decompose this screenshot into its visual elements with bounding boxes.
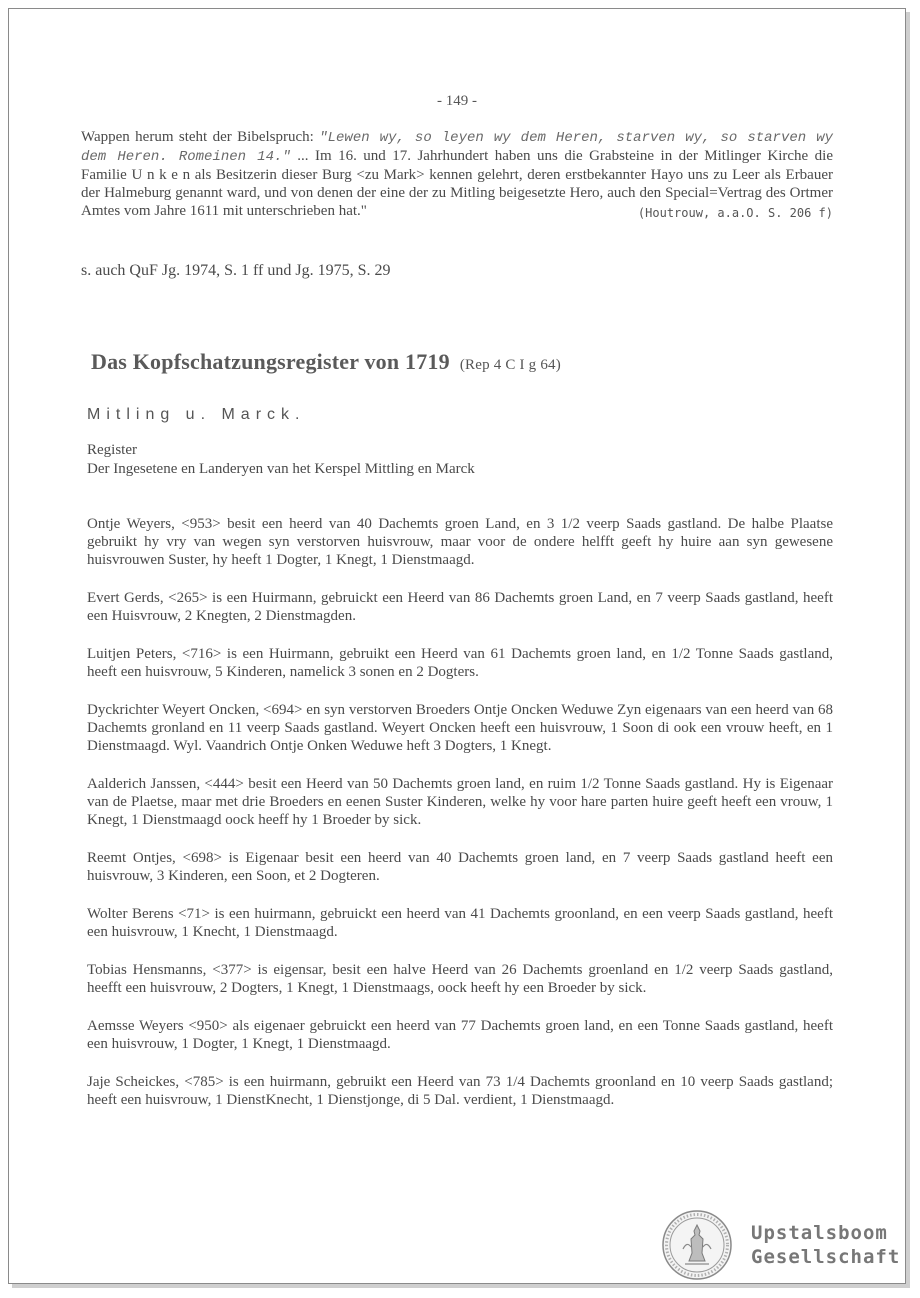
quote-body: ... Im 16. und 17. Jahrhundert haben uns die Grabsteine in der Mitlinger Kirche die Familie U n k e n als Besitzerin dieser Burg <zu Mark> kennen gelehrt, deren erstbekannter Hayo uns zu Leer als Erbauer der Halmeburg genannt ward, und von denen der eine der zu Mitling beigesetzte Hero, auch den Special=Vertrag des Ortmer Amtes vom Jahre 1611 mit unterschrieben hat." xyxy=(81,148,833,219)
page-number: - 149 - xyxy=(437,93,477,109)
bible-verse: "Lewen wy, so leyen wy dem Heren, starven wy, so starven wy dem Heren. Romeinen 14." xyxy=(81,130,833,165)
register-entry: Wolter Berens <71> is een huirmann, gebruickt een heerd van 41 Dachemts groonland, en een veerp Saads gastland, heeft een huisvrouw, 1 Knecht, 1 Dienstmaagd. xyxy=(87,906,833,940)
society-seal-icon xyxy=(661,1209,733,1281)
register-entries xyxy=(87,515,833,1129)
register-entry: Luitjen Peters, <716> is een Huirmann, gebruikt een Heerd van 61 Dachemts groen land, en 1/2 Tonne Saads gastland, heeft een huisvrouw, 5 Kinderen, namelick 3 sonen en 2 Dogters. xyxy=(87,646,833,680)
register-entry: Evert Gerds, <265> is een Huirmann, gebruickt een Heerd van 86 Dachemts groen Land, en 7 veerp Saads gastland, heeft een Huisvrouw, 2 Knegten, 2 Dienstmagden. xyxy=(87,590,833,624)
register-entry: Aalderich Janssen, <444> besit een Heerd van 50 Dachemts groen land, en ruim 1/2 Tonne Saads gastland. Hy is Eigenaar van de Plaetse, maar met drie Broeders en eenen Suster Kinderen, welke hy voor hare parten huire geeft heeft een vrouw, 1 Knegt, 1 Dienstmaagd oock heeff hy 1 Broeder by sick. xyxy=(87,776,833,828)
document-page xyxy=(8,8,906,1284)
place-heading: Mitling u. Marck. xyxy=(87,406,306,423)
brand-line2: Gesellschaft xyxy=(751,1246,901,1268)
register-label: Register xyxy=(87,442,137,458)
quote-intro: Wappen herum steht der Bibelspruch: xyxy=(81,129,320,145)
register-heading xyxy=(87,441,475,479)
register-entry: Tobias Hensmanns, <377> is eigensar, besit een halve Heerd van 26 Dachemts groenland en 1/2 veerp Saads gastland, heefft een huisvrouw, 2 Dogters, 1 Knegt, 1 Dienstmaags, oock heeft hy een Broeder by sick. xyxy=(87,962,833,996)
brand-line1: Upstalsboom xyxy=(751,1222,888,1244)
register-entry: Aemsse Weyers <950> als eigenaer gebruickt een heerd van 77 Dachemts groen land, en een Tonne Saads gastland, heeft een huisvrouw, 1 Dogter, 1 Knegt, 1 Dienstmaagd. xyxy=(87,1018,833,1052)
quote-paragraph xyxy=(81,128,833,222)
register-entry: Ontje Weyers, <953> besit een heerd van 40 Dachemts groen Land, en 3 1/2 veerp Saads gastland. De halbe Plaatse gebruikt hy vry van wegen syn verstorven huisvrouw, maar voor de ondere helfft geeft hy huire aan syn gewesene huisvrouwen Suster, hy heeft 1 Dogter, 1 Knegt, 1 Dienstmaagd. xyxy=(87,516,833,568)
register-subtitle: Der Ingesetene en Landeryen van het Kerspel Mittling en Marck xyxy=(87,461,475,477)
register-entry: Dyckrichter Weyert Oncken, <694> en syn verstorven Broeders Ontje Oncken Weduwe Zyn eigenaars van een heerd van 68 Dachemts gronland en 11 veerp Saads gastland. Weyert Oncken heeft een huisvrouw, 1 Soon di ook een vrouw heeft, en 1 Dienstmaagd. Wyl. Vaandrich Ontje Onken Weduwe heft 3 Dogters, 1 Knegt. xyxy=(87,702,833,754)
register-entry: Jaje Scheickes, <785> is een huirmann, gebruikt een Heerd van 73 1/4 Dachemts groonland en 10 veerp Saads gastland; heeft een huisvrouw, 1 DienstKnecht, 1 Dienstjonge, di 5 Dal. verdient, 1 Dienstmaagd. xyxy=(87,1074,833,1108)
section-title-text: Das Kopfschatzungsregister von 1719 xyxy=(91,349,450,374)
archive-reference: (Rep 4 C I g 64) xyxy=(459,357,561,373)
section-title xyxy=(91,349,561,375)
quote-source: (Houtrouw, a.a.O. S. 206 f) xyxy=(637,206,833,220)
register-entry: Reemt Ontjes, <698> is Eigenaar besit een heerd van 40 Dachemts groen land, en 7 veerp Saads gastland heeft een huisvrouw, 3 Kinderen, een Soon, et 2 Dogteren. xyxy=(87,850,833,884)
reference-note: s. auch QuF Jg. 1974, S. 1 ff und Jg. 1975, S. 29 xyxy=(81,262,391,279)
society-brand xyxy=(751,1221,900,1269)
